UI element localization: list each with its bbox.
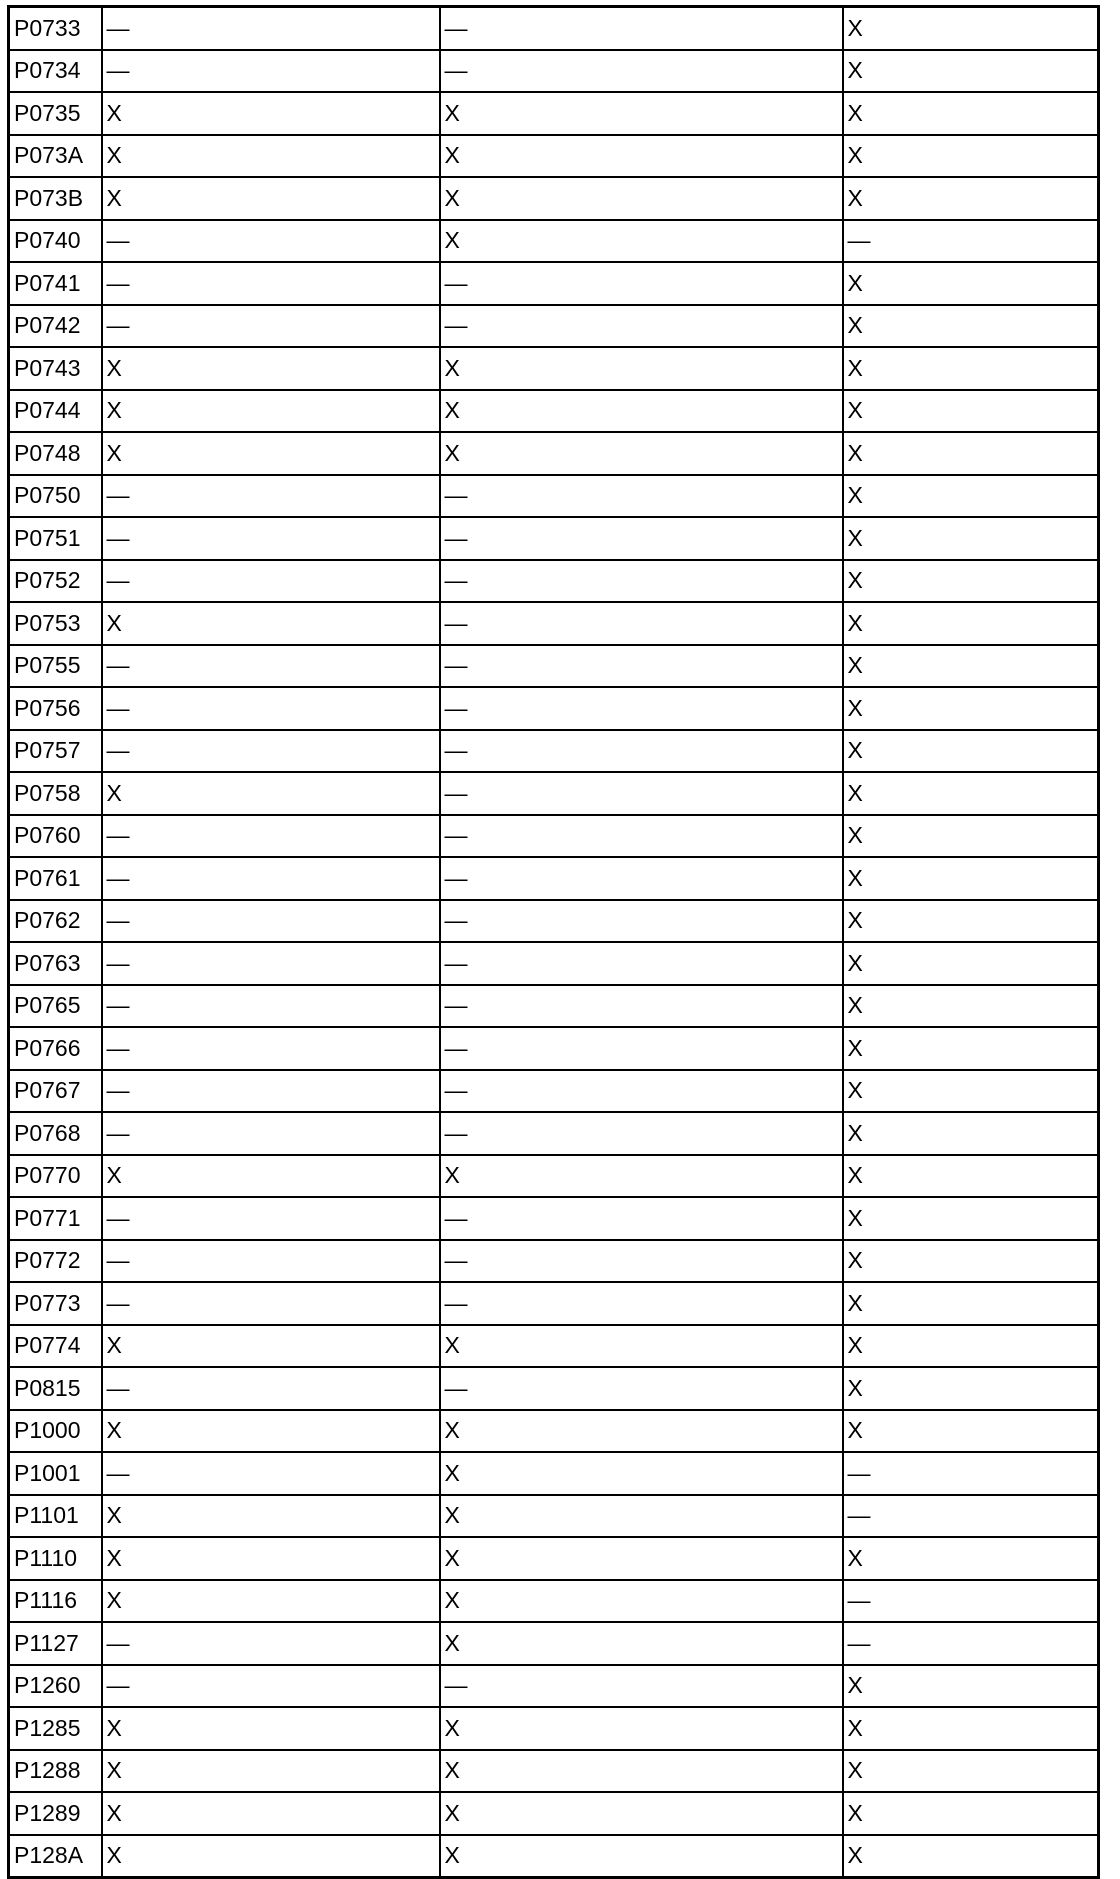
table-row [9, 432, 1099, 475]
dtc-code-cell: P1285 [9, 1707, 102, 1750]
column-2-cell: X [440, 1835, 843, 1878]
table-row [9, 1452, 1099, 1495]
column-1-cell: X [102, 1325, 440, 1368]
dtc-code-cell: P0768 [9, 1112, 102, 1155]
column-1-cell: — [102, 1282, 440, 1325]
column-1-cell: — [102, 560, 440, 603]
table-row [9, 985, 1099, 1028]
table-row [9, 1240, 1099, 1283]
dtc-code-cell: P0733 [9, 7, 102, 50]
dtc-code-cell: P0744 [9, 390, 102, 433]
column-2-cell: — [440, 1197, 843, 1240]
table-row [9, 1027, 1099, 1070]
column-3-cell: X [843, 772, 1099, 815]
table-row [9, 7, 1099, 50]
table-row [9, 1070, 1099, 1113]
dtc-code-cell: P0743 [9, 347, 102, 390]
dtc-code-cell: P1260 [9, 1665, 102, 1708]
dtc-code-cell: P0740 [9, 220, 102, 263]
table-body [9, 7, 1099, 1878]
column-1-cell: — [102, 942, 440, 985]
table-row [9, 1495, 1099, 1538]
column-3-cell: X [843, 900, 1099, 943]
column-1-cell: — [102, 262, 440, 305]
column-1-cell: — [102, 1197, 440, 1240]
column-3-cell: X [843, 730, 1099, 773]
dtc-code-cell: P0758 [9, 772, 102, 815]
dtc-code-cell: P0755 [9, 645, 102, 688]
column-3-cell: X [843, 1410, 1099, 1453]
column-3-cell: — [843, 1452, 1099, 1495]
column-2-cell: X [440, 1155, 843, 1198]
column-3-cell: X [843, 92, 1099, 135]
column-2-cell: X [440, 1325, 843, 1368]
column-1-cell: X [102, 1750, 440, 1793]
column-2-cell: — [440, 475, 843, 518]
column-1-cell: — [102, 475, 440, 518]
column-2-cell: — [440, 1665, 843, 1708]
column-3-cell: X [843, 1070, 1099, 1113]
column-1-cell: — [102, 687, 440, 730]
column-3-cell: X [843, 1792, 1099, 1835]
column-3-cell: X [843, 1537, 1099, 1580]
column-3-cell: X [843, 1155, 1099, 1198]
dtc-code-cell: P0761 [9, 857, 102, 900]
column-1-cell: X [102, 135, 440, 178]
dtc-code-cell: P1127 [9, 1622, 102, 1665]
column-3-cell: X [843, 135, 1099, 178]
dtc-code-cell: P0748 [9, 432, 102, 475]
column-1-cell: X [102, 1707, 440, 1750]
table-row [9, 1197, 1099, 1240]
table-row [9, 645, 1099, 688]
column-1-cell: X [102, 432, 440, 475]
column-3-cell: X [843, 262, 1099, 305]
column-2-cell: — [440, 50, 843, 93]
dtc-code-cell: P0734 [9, 50, 102, 93]
column-1-cell: X [102, 1835, 440, 1878]
table-row [9, 1622, 1099, 1665]
dtc-code-cell: P1110 [9, 1537, 102, 1580]
column-2-cell: X [440, 390, 843, 433]
column-1-cell: X [102, 390, 440, 433]
column-1-cell: — [102, 857, 440, 900]
dtc-code-cell: P0771 [9, 1197, 102, 1240]
column-3-cell: X [843, 347, 1099, 390]
table-row [9, 730, 1099, 773]
column-3-cell: X [843, 560, 1099, 603]
table-row [9, 390, 1099, 433]
column-1-cell: — [102, 645, 440, 688]
column-3-cell: X [843, 50, 1099, 93]
dtc-code-cell: P0741 [9, 262, 102, 305]
column-2-cell: — [440, 730, 843, 773]
column-3-cell: X [843, 1367, 1099, 1410]
table-row [9, 1580, 1099, 1623]
column-3-cell: X [843, 1197, 1099, 1240]
column-1-cell: X [102, 772, 440, 815]
table-row [9, 347, 1099, 390]
table-row [9, 1537, 1099, 1580]
column-2-cell: X [440, 1452, 843, 1495]
dtc-code-cell: P0742 [9, 305, 102, 348]
column-2-cell: X [440, 1622, 843, 1665]
dtc-code-cell: P0772 [9, 1240, 102, 1283]
table-row [9, 1410, 1099, 1453]
table-row [9, 262, 1099, 305]
column-3-cell: X [843, 1282, 1099, 1325]
dtc-code-cell: P073A [9, 135, 102, 178]
dtc-code-cell: P0765 [9, 985, 102, 1028]
table-row [9, 1325, 1099, 1368]
column-2-cell: — [440, 815, 843, 858]
column-2-cell: — [440, 1282, 843, 1325]
column-2-cell: X [440, 1580, 843, 1623]
column-3-cell: X [843, 1240, 1099, 1283]
column-3-cell: X [843, 1027, 1099, 1070]
column-1-cell: — [102, 305, 440, 348]
dtc-code-cell: P0815 [9, 1367, 102, 1410]
table-row [9, 1112, 1099, 1155]
column-1-cell: — [102, 1622, 440, 1665]
table-row [9, 1792, 1099, 1835]
dtc-code-cell: P1000 [9, 1410, 102, 1453]
column-3-cell: X [843, 985, 1099, 1028]
table-row [9, 1750, 1099, 1793]
column-1-cell: — [102, 1070, 440, 1113]
column-1-cell: — [102, 1367, 440, 1410]
table-row [9, 1665, 1099, 1708]
table-row [9, 857, 1099, 900]
table-row [9, 517, 1099, 560]
column-1-cell: — [102, 1027, 440, 1070]
table-row [9, 772, 1099, 815]
column-3-cell: X [843, 1750, 1099, 1793]
column-1-cell: — [102, 517, 440, 560]
table-row [9, 815, 1099, 858]
table-row [9, 305, 1099, 348]
column-2-cell: X [440, 1707, 843, 1750]
column-3-cell: — [843, 1495, 1099, 1538]
column-2-cell: X [440, 1410, 843, 1453]
column-1-cell: X [102, 602, 440, 645]
dtc-code-cell: P0756 [9, 687, 102, 730]
table-row [9, 177, 1099, 220]
dtc-code-cell: P0773 [9, 1282, 102, 1325]
dtc-code-cell: P0750 [9, 475, 102, 518]
column-3-cell: X [843, 942, 1099, 985]
column-2-cell: X [440, 347, 843, 390]
column-1-cell: — [102, 1240, 440, 1283]
column-3-cell: — [843, 1580, 1099, 1623]
column-3-cell: X [843, 1665, 1099, 1708]
column-2-cell: X [440, 135, 843, 178]
column-1-cell: — [102, 1665, 440, 1708]
table-row [9, 92, 1099, 135]
column-1-cell: X [102, 1410, 440, 1453]
table-row [9, 220, 1099, 263]
column-1-cell: X [102, 1155, 440, 1198]
table-row [9, 135, 1099, 178]
dtc-code-cell: P0774 [9, 1325, 102, 1368]
column-2-cell: — [440, 1027, 843, 1070]
table-row [9, 687, 1099, 730]
column-3-cell: — [843, 1622, 1099, 1665]
table-row [9, 1835, 1099, 1878]
column-2-cell: — [440, 1367, 843, 1410]
column-1-cell: X [102, 177, 440, 220]
dtc-code-cell: P0752 [9, 560, 102, 603]
column-1-cell: X [102, 347, 440, 390]
column-1-cell: — [102, 220, 440, 263]
column-2-cell: — [440, 645, 843, 688]
table-row [9, 1707, 1099, 1750]
column-3-cell: X [843, 432, 1099, 475]
column-2-cell: X [440, 92, 843, 135]
column-1-cell: — [102, 50, 440, 93]
dtc-code-cell: P073B [9, 177, 102, 220]
dtc-code-cell: P1101 [9, 1495, 102, 1538]
dtc-code-cell: P0762 [9, 900, 102, 943]
column-2-cell: — [440, 985, 843, 1028]
column-3-cell: X [843, 177, 1099, 220]
column-3-cell: X [843, 1707, 1099, 1750]
column-2-cell: — [440, 900, 843, 943]
column-1-cell: X [102, 92, 440, 135]
column-2-cell: X [440, 220, 843, 263]
column-1-cell: — [102, 900, 440, 943]
column-2-cell: — [440, 262, 843, 305]
table-row [9, 1155, 1099, 1198]
column-3-cell: X [843, 305, 1099, 348]
column-1-cell: X [102, 1580, 440, 1623]
column-3-cell: X [843, 687, 1099, 730]
column-1-cell: — [102, 985, 440, 1028]
column-3-cell: X [843, 602, 1099, 645]
column-2-cell: — [440, 1070, 843, 1113]
column-1-cell: — [102, 815, 440, 858]
column-3-cell: X [843, 1112, 1099, 1155]
dtc-code-cell: P0735 [9, 92, 102, 135]
column-2-cell: — [440, 517, 843, 560]
table-row [9, 560, 1099, 603]
column-2-cell: — [440, 772, 843, 815]
column-3-cell: X [843, 390, 1099, 433]
dtc-code-cell: P1001 [9, 1452, 102, 1495]
column-1-cell: — [102, 1112, 440, 1155]
dtc-code-cell: P0757 [9, 730, 102, 773]
dtc-code-cell: P1289 [9, 1792, 102, 1835]
column-3-cell: X [843, 857, 1099, 900]
dtc-code-cell: P0751 [9, 517, 102, 560]
column-3-cell: — [843, 220, 1099, 263]
dtc-code-cell: P0767 [9, 1070, 102, 1113]
column-3-cell: X [843, 517, 1099, 560]
column-1-cell: — [102, 730, 440, 773]
column-3-cell: X [843, 475, 1099, 518]
column-3-cell: X [843, 1835, 1099, 1878]
table-row [9, 1367, 1099, 1410]
column-2-cell: X [440, 1792, 843, 1835]
column-3-cell: X [843, 815, 1099, 858]
column-2-cell: — [440, 305, 843, 348]
column-2-cell: — [440, 560, 843, 603]
dtc-code-cell: P0770 [9, 1155, 102, 1198]
column-2-cell: — [440, 687, 843, 730]
table-row [9, 602, 1099, 645]
dtc-code-cell: P128A [9, 1835, 102, 1878]
column-2-cell: — [440, 1240, 843, 1283]
column-1-cell: X [102, 1537, 440, 1580]
dtc-code-cell: P0766 [9, 1027, 102, 1070]
dtc-code-cell: P0760 [9, 815, 102, 858]
column-1-cell: — [102, 1452, 440, 1495]
column-2-cell: — [440, 857, 843, 900]
column-2-cell: X [440, 177, 843, 220]
table-row [9, 942, 1099, 985]
table-row [9, 50, 1099, 93]
column-3-cell: X [843, 1325, 1099, 1368]
column-2-cell: X [440, 1750, 843, 1793]
column-1-cell: — [102, 7, 440, 50]
column-3-cell: X [843, 645, 1099, 688]
table-row [9, 475, 1099, 518]
dtc-code-cell: P1288 [9, 1750, 102, 1793]
column-1-cell: X [102, 1495, 440, 1538]
dtc-code-cell: P0753 [9, 602, 102, 645]
column-2-cell: X [440, 432, 843, 475]
column-3-cell: X [843, 7, 1099, 50]
column-2-cell: — [440, 7, 843, 50]
table-row [9, 1282, 1099, 1325]
column-2-cell: — [440, 942, 843, 985]
column-2-cell: — [440, 1112, 843, 1155]
dtc-code-cell: P1116 [9, 1580, 102, 1623]
column-2-cell: X [440, 1495, 843, 1538]
table-row [9, 900, 1099, 943]
dtc-applicability-table [7, 5, 1100, 1879]
dtc-code-cell: P0763 [9, 942, 102, 985]
column-1-cell: X [102, 1792, 440, 1835]
column-2-cell: — [440, 602, 843, 645]
column-2-cell: X [440, 1537, 843, 1580]
